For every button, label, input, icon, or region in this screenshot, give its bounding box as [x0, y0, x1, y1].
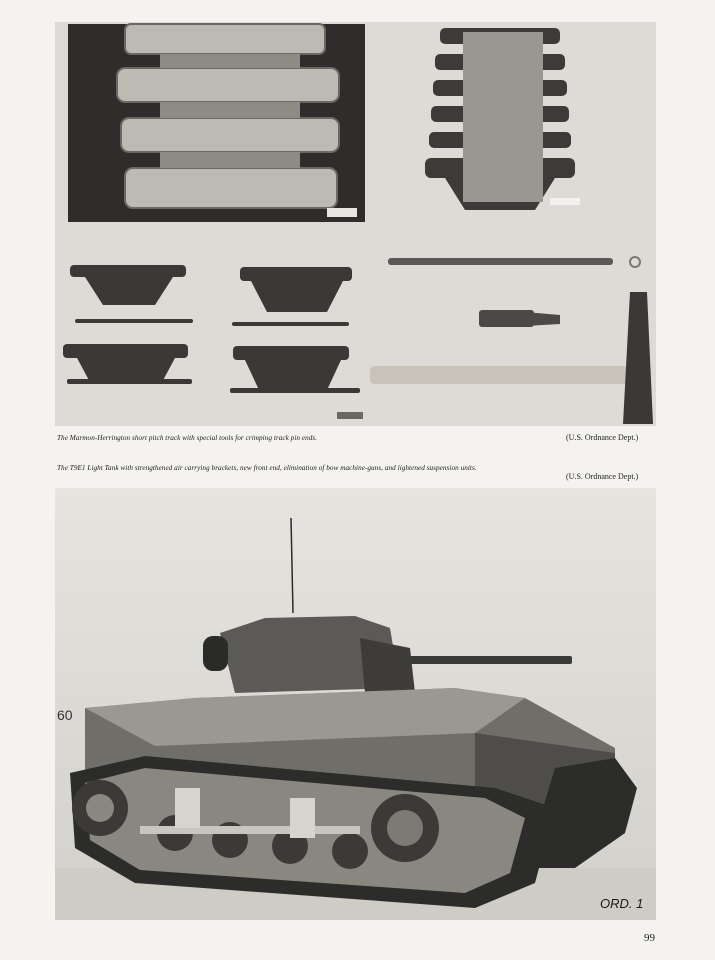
wall-number: 60: [57, 707, 73, 723]
tank-caption: The T9E1 Light Tank with strengthened air carrying brackets, new front end, elimination of bow machine-guns, and lightened suspension units.: [57, 464, 477, 472]
tank-credit: (U.S. Ordnance Dept.): [566, 472, 639, 481]
negative-marking: ORD. 1: [600, 896, 644, 911]
tank-photo: [55, 488, 656, 920]
track-photo: [55, 22, 656, 426]
track-caption: The Marmon-Herrington short pitch track with special tools for crimping track pin ends.: [57, 434, 318, 442]
page-number: 99: [644, 932, 655, 944]
track-credit: (U.S. Ordnance Dept.): [566, 433, 639, 442]
track-links-closeup-image: [68, 24, 365, 222]
